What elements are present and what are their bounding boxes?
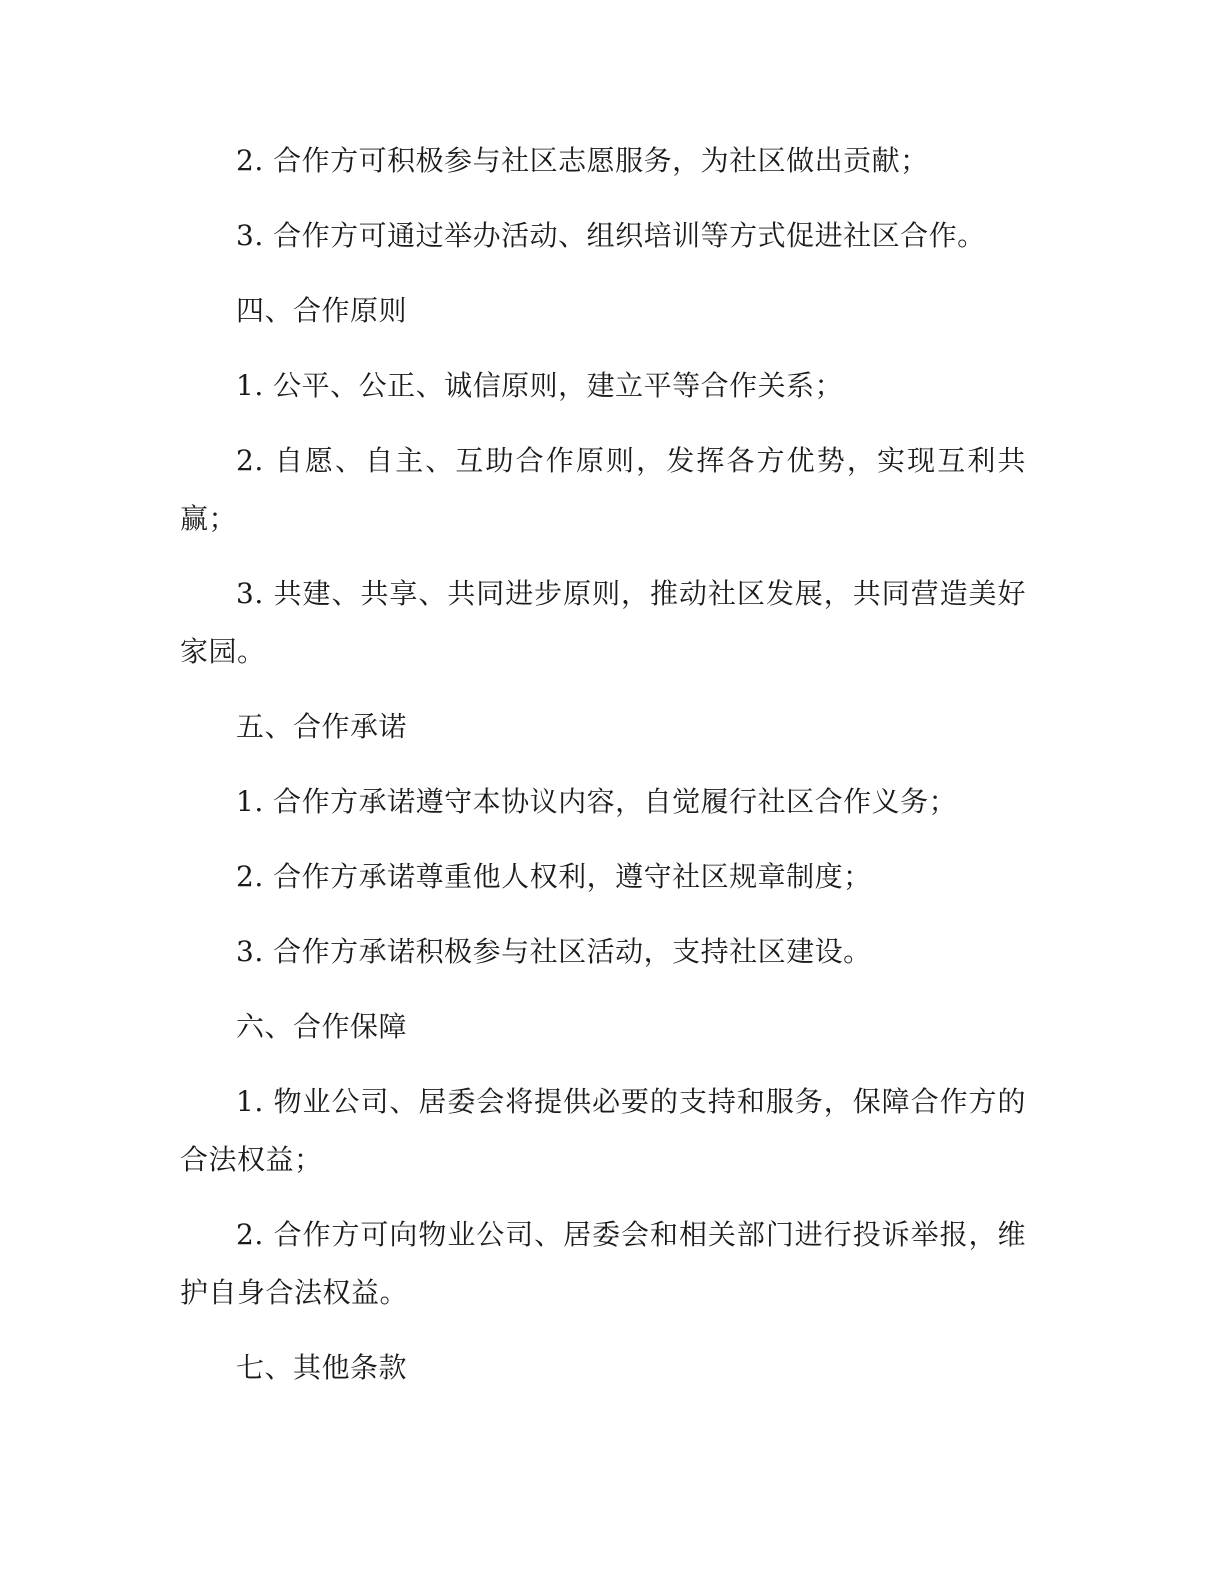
list-item: 2. 合作方可积极参与社区志愿服务，为社区做出贡献； [236, 144, 929, 177]
list-item: 3. 共建、共享、共同进步原则，推动社区发展，共同营造美好家园。 [180, 577, 1026, 668]
document-body [180, 132, 1026, 1414]
list-item: 2. 自愿、自主、互助合作原则，发挥各方优势，实现互利共赢； [180, 444, 1026, 535]
section-heading: 六、合作保障 [236, 1010, 408, 1043]
list-item: 2. 合作方可向物业公司、居委会和相关部门进行投诉举报，维护自身合法权益。 [180, 1218, 1026, 1309]
list-item: 1. 合作方承诺遵守本协议内容，自觉履行社区合作义务； [236, 785, 958, 818]
section-heading: 五、合作承诺 [236, 710, 408, 743]
section-heading: 七、其他条款 [236, 1351, 408, 1384]
list-item: 1. 物业公司、居委会将提供必要的支持和服务，保障合作方的合法权益； [180, 1085, 1026, 1176]
list-item: 2. 合作方承诺尊重他人权利，遵守社区规章制度； [236, 860, 872, 893]
list-item: 1. 公平、公正、诚信原则，建立平等合作关系； [236, 369, 844, 402]
list-item: 3. 合作方可通过举办活动、组织培训等方式促进社区合作。 [236, 219, 986, 252]
section-heading: 四、合作原则 [236, 294, 408, 327]
list-item: 3. 合作方承诺积极参与社区活动，支持社区建设。 [236, 935, 872, 968]
